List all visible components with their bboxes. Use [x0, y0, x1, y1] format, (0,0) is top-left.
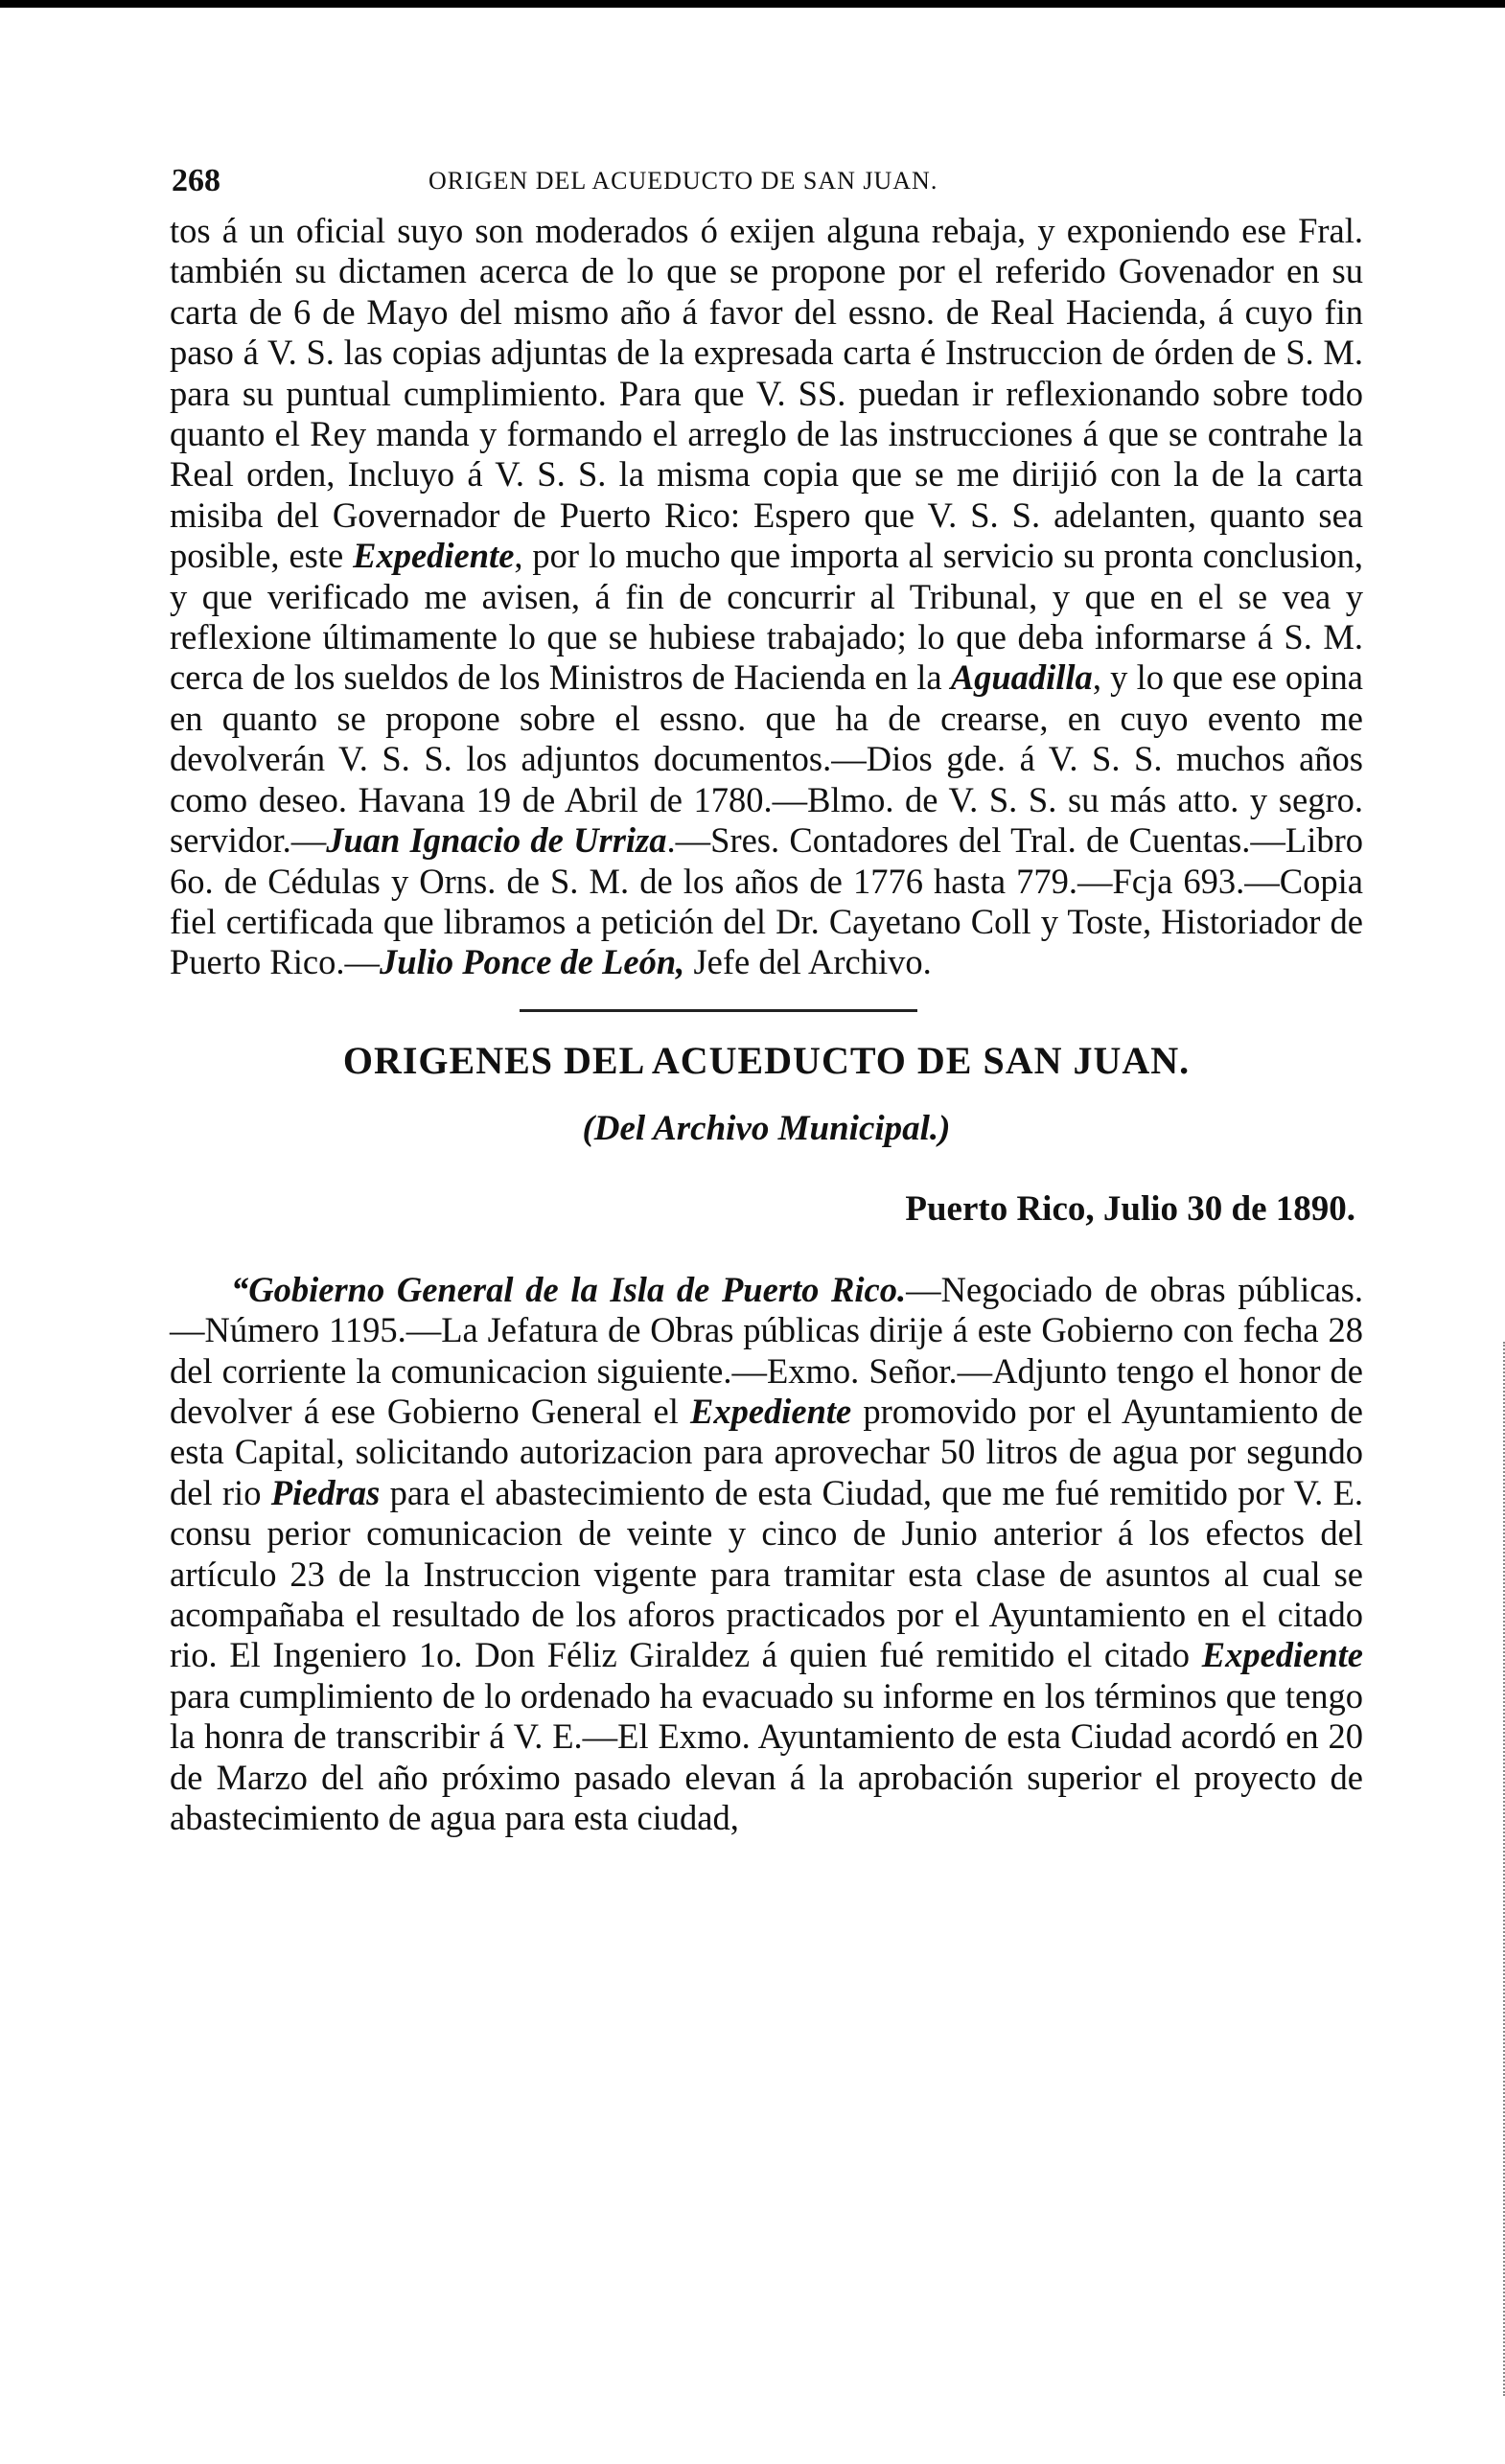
section-title: ORIGENES DEL ACUEDUCTO DE SAN JUAN.	[342, 1038, 1191, 1082]
italic-run: Piedras	[270, 1472, 381, 1512]
text-run: tos á un oficial suyo son moderados ó exijen alguna rebaja, y exponiendo ese Fral. también su dictamen acerca de lo que se propone por el referido Govenador en su carta de 6 de Mayo del mismo año á favor del essno. de Real Hacienda, á cuyo fin paso á V. S. las copias adjuntas de la expresada carta é Instruccion de órden de S. M. para su puntual cumplimiento. Para que V. SS. puedan ir reflexionando sobre todo quanto el Rey manda y formando el arreglo de las instrucciones á que se contrahe la Real orden, Incluyo á V. S. S. la misma copia que se me dirijió con la de la carta misiba del Governador de Puerto Rico: Espero que V. S. S. adelanten, quanto sea posible, este	[170, 211, 1363, 576]
italic-run: Aguadilla	[950, 657, 1093, 698]
section-divider	[520, 1009, 917, 1012]
text-run: para cumplimiento de lo ordenado ha evacuado su informe en los términos que tengo la honra de transcribir á V. E.—El Exmo. Ayuntamiento de esta Ciudad acordó en 20 de Marzo del año próximo pasado elevan á la aprobación superior el proyecto de abastecimiento de agua para esta ciudad,	[170, 1675, 1363, 1837]
page-header	[170, 144, 1363, 211]
italic-run: Juan Ignacio de Urriza	[326, 820, 667, 861]
text-run: Jefe del Archivo.	[684, 942, 932, 982]
dateline: Puerto Rico, Julio 30 de 1890.	[905, 1188, 1355, 1229]
text-run: .—Sres. Contadores del Tral. de Cuentas.—Libro 6o. de Cédulas y Orns. de S. M. de los años de 1776 hasta 779.—Fcja 693.—Copia fiel certificada que libramos a petición del Dr. Cayetano Coll y Toste, Historiador de Puerto Rico.—	[170, 820, 1363, 982]
italic-run: Expediente	[1201, 1635, 1363, 1675]
text-run: , por lo mucho que importa al servicio su pronta conclusion, y que verificado me avisen, á fin de concurrir al Tribunal, y que en el se vea y reflexione últimamente lo que se hubiese trabajado; lo que deba informarse á S. M. cerca de los sueldos de los Ministros de Hacienda en la	[170, 536, 1364, 698]
section-subtitle: (Del Archivo Municipal.)	[582, 1108, 951, 1148]
running-title: ORIGEN DEL ACUEDUCTO DE SAN JUAN.	[428, 167, 938, 195]
italic-run: “Gobierno General de la Isla de Puerto Rico.	[231, 1269, 907, 1309]
page-number: 268	[172, 163, 220, 198]
italic-run: Expediente	[689, 1391, 852, 1431]
italic-run: Julio Ponce de León,	[379, 942, 685, 982]
text-run: para el abastecimiento de esta Ciudad, que me fué remitido por V. E. consu perior comunicacion de veinte y cinco de Junio anterior á los efectos del artículo 23 de la Instruccion vigente para tramitar esta clase de asuntos al cual se acompañaba el resultado de los aforos practicados por el Ayuntamiento en el citado rio. El Ingeniero 1o. Don Féliz Giraldez á quien fué remitido el citado	[170, 1472, 1364, 1675]
page-edge-marks	[1499, 1342, 1505, 2396]
paragraph-gobierno-1890	[170, 1270, 1363, 1839]
book-page	[170, 144, 1363, 1838]
paragraph-letter-1780	[170, 211, 1363, 983]
top-border-line	[0, 0, 1505, 8]
italic-run: Expediente	[353, 536, 515, 576]
text-run: , y lo que ese opina en quanto se propone sobre el essno. que ha de crearse, en cuyo evento me devolverán V. S. S. los adjuntos documentos.—Dios gde. á V. S. S. muchos años como deseo. Havana 19 de Abril de 1780.—Blmo. de V. S. S. su más atto. y segro. servidor.—	[170, 657, 1363, 861]
text-run: promovido por el Ayuntamiento de esta Capital, solicitando autorizacion para aprovechar 50 litros de agua por segundo del rio	[170, 1391, 1363, 1512]
text-run: —Negociado de obras públicas.—Número 1195.—La Jefatura de Obras públicas dirije á este Gobierno con fecha 28 del corriente la comunicacion siguiente.—Exmo. Señor.—Adjunto tengo el honor de devolver á ese Gobierno General el	[170, 1269, 1363, 1431]
